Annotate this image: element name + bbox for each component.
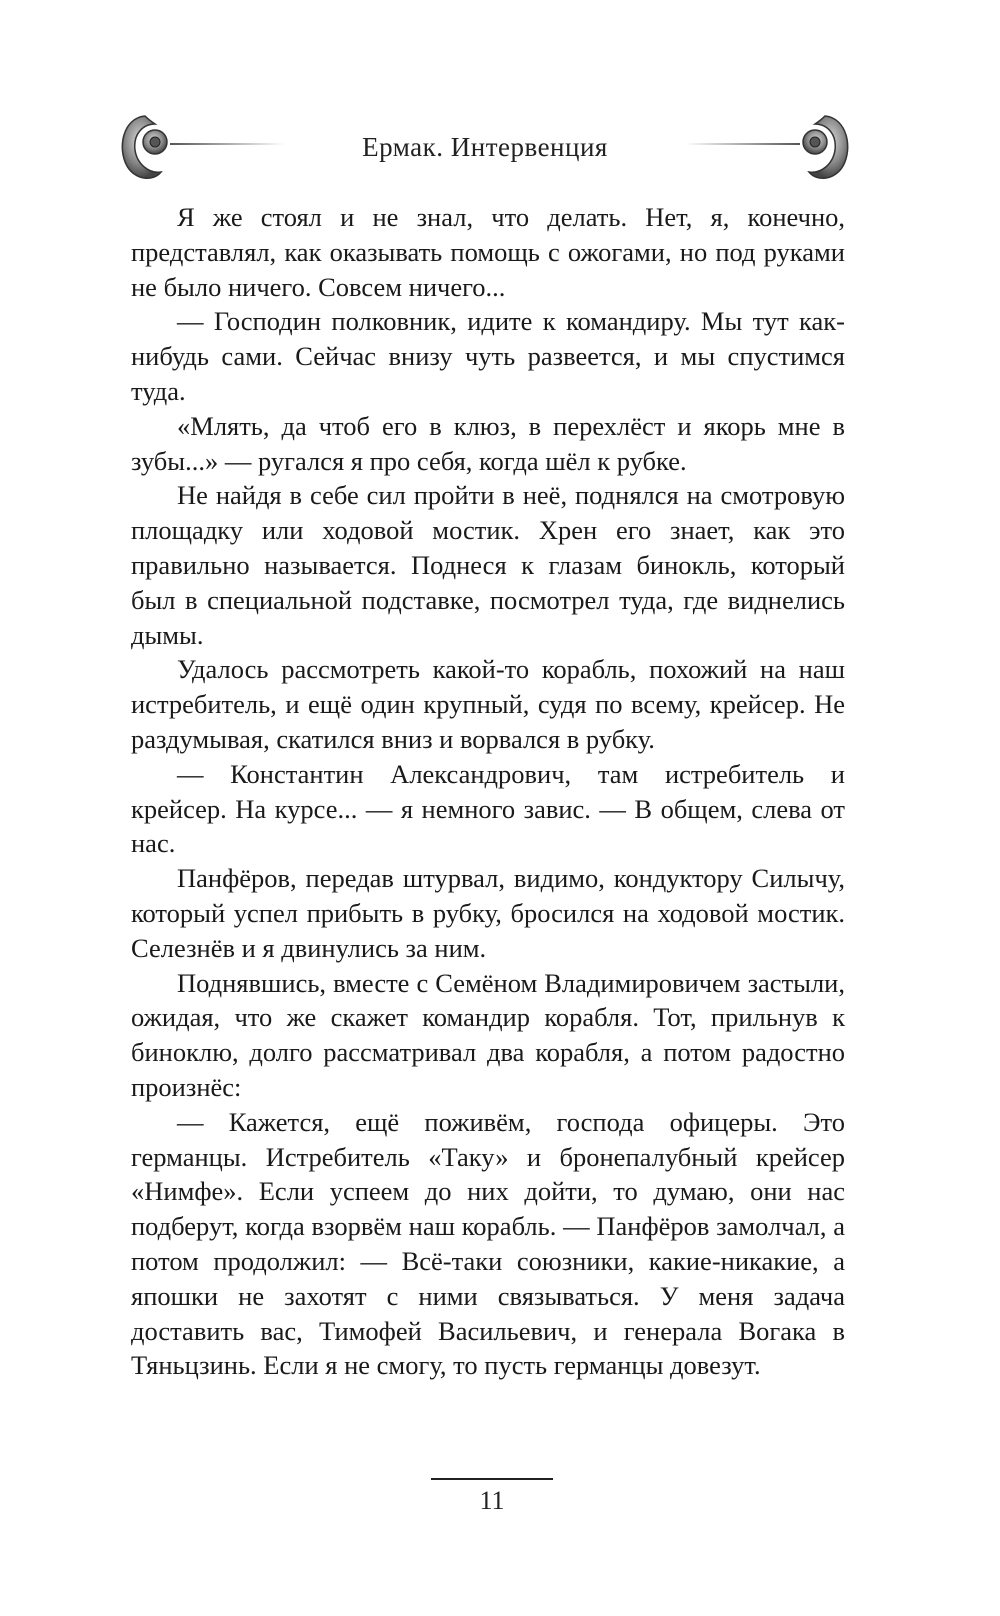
paragraph: Удалось рассмотреть какой-то корабль, похожий на наш истребитель, и ещё один крупный, судя по всему, крейсер. Не раздумывая, скатился вниз и ворвался в рубку. <box>131 654 845 754</box>
paragraph: — Кажется, ещё поживём, господа офицеры. Это германцы. Истребитель «Таку» и бронепалубный крейсер «Нимфе». Если успеем до них дойти, то думаю, они нас подберут, когда взорвём наш корабль. — Панфёров замолчал, а потом продолжил: — Всё-таки союзники, какие-никакие, а япошки не захотят с ними связываться. У меня задача доставить вас, Тимофей Васильевич, и генерала Вогака в Тяньцзинь. Если я не смогу, то пусть германцы довезут. <box>131 1106 845 1381</box>
paragraph: «Млять, да чтоб его в клюз, в перехлёст и якорь мне в зубы...» — ругался я про себя, когда шёл к рубке. <box>131 410 845 476</box>
paragraph: Не найдя в себе сил пройти в неё, поднялся на смотровую площадку или ходовой мостик. Хрен его знает, как это правильно называется. Поднеся к глазам бинокль, который был в специальной подставке, посмотрел туда, где виднелись дымы. <box>131 480 845 650</box>
body-text <box>131 200 845 1383</box>
paragraph: Поднявшись, вместе с Семёном Владимировичем застыли, ожидая, что же скажет командир корабля. Тот, прильнув к биноклю, долго рассматривал два корабля, а потом радостно произнёс: <box>131 967 845 1102</box>
paragraph: — Константин Александрович, там истребитель и крейсер. На курсе... — я немного завис. — В общем, слева от нас. <box>131 758 845 859</box>
running-title: Ермак. Интервенция <box>362 132 608 162</box>
scroll-ornament-icon <box>685 108 855 192</box>
footer-rule <box>431 1478 553 1480</box>
paragraph: — Господин полковник, идите к командиру. Мы тут как-нибудь сами. Сейчас внизу чуть развеется, и мы спустимся туда. <box>131 306 845 406</box>
paragraph: Я же стоял и не знал, что делать. Нет, я, конечно, представлял, как оказывать помощь с ожогами, но под руками не было ничего. Совсем ничего... <box>131 202 845 302</box>
page-header <box>115 100 855 200</box>
page-number: 11 <box>479 1486 505 1515</box>
paragraph: Панфёров, передав штурвал, видимо, кондуктору Силычу, который успел прибыть в рубку, бросился на ходовой мостик. Селезнёв и я двинулись за ним. <box>131 863 845 963</box>
